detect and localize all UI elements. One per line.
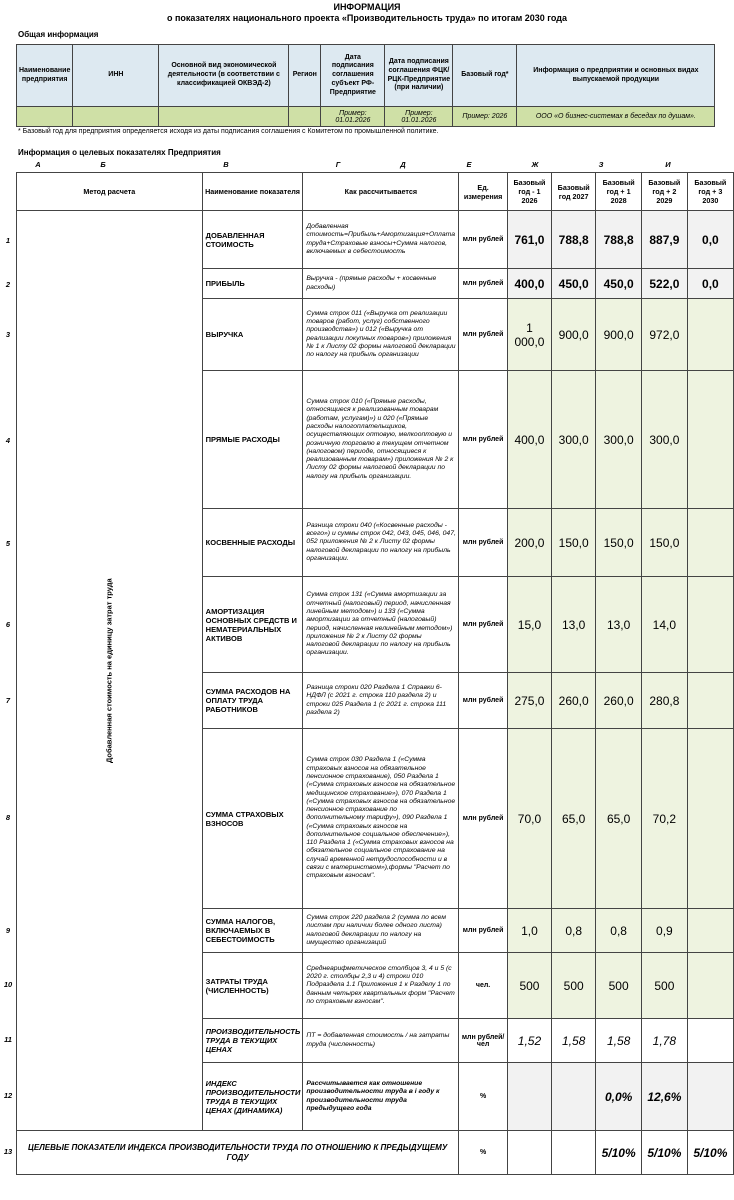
indicator-unit: млн рублей <box>459 211 508 269</box>
value-input[interactable]: 1,0 <box>507 909 551 953</box>
indicator-unit: млн рублей <box>459 299 508 371</box>
value-input[interactable]: 65,0 <box>552 729 596 909</box>
column-letter: В <box>223 160 229 169</box>
value-cell: 788,8 <box>596 211 642 269</box>
row-number: 9 <box>5 926 11 935</box>
header-year-2026: Базовый год - 1 2026 <box>507 173 551 211</box>
indicator-name: ПРЯМЫЕ РАСХОДЫ <box>202 371 303 509</box>
method-label: Добавленная стоимость на единицу затрат труда <box>104 578 114 763</box>
value-input[interactable]: 150,0 <box>642 509 688 577</box>
indicator-unit: млн рублей <box>459 509 508 577</box>
header-region: Регион <box>289 45 321 107</box>
column-letter: Г <box>335 160 341 169</box>
value-input[interactable]: 0,8 <box>596 909 642 953</box>
header-company-name: Наименование предприятия <box>17 45 73 107</box>
column-letter: З <box>598 160 604 169</box>
column-letters <box>16 160 702 172</box>
row-number: 11 <box>4 1035 12 1044</box>
row-number: 7 <box>5 696 11 705</box>
value-input[interactable]: 14,0 <box>642 577 688 673</box>
row-number: 12 <box>3 1091 13 1100</box>
example-agreement-date-region[interactable]: Пример: 01.01.2026 <box>321 107 385 127</box>
value-cell: 1,78 <box>642 1019 688 1063</box>
indicator-name: ПРОИЗВОДИТЕЛЬНОСТЬ ТРУДА В ТЕКУЩИХ ЦЕНАХ <box>202 1019 303 1063</box>
value-input[interactable]: 13,0 <box>596 577 642 673</box>
indicator-formula: Рассчитывается как отношение производительности труда в i году к производительности труда предыдущего года <box>303 1063 459 1131</box>
column-letter: Е <box>466 160 472 169</box>
value-input[interactable] <box>687 371 733 509</box>
value-input[interactable]: 260,0 <box>552 673 596 729</box>
indicator-formula: ПТ = добавленная стоимость / на затраты труда (численность) <box>303 1019 459 1063</box>
value-cell: 522,0 <box>642 269 688 299</box>
value-input[interactable] <box>687 509 733 577</box>
indicator-formula: Сумма строк 131 («Сумма амортизации за отчетный (налоговый) период, начисленная линейным методом») и 133 («Сумма амортизации за отчетный (налоговый) период, начисленная нелинейным методом») приложения № 2 к Листу 02 формы налоговой декларации по налогу на прибыль организации. <box>303 577 459 673</box>
value-cell: 0,0 <box>687 211 733 269</box>
indicator-name: ВЫРУЧКА <box>202 299 303 371</box>
value-input[interactable]: 0,8 <box>552 909 596 953</box>
header-agreement-date-region: Дата подписания соглашения субъект РФ-Предприятие <box>321 45 385 107</box>
value-input[interactable]: 70,2 <box>642 729 688 909</box>
indicator-unit: % <box>459 1063 508 1131</box>
row-number: 3 <box>5 330 11 339</box>
table-row <box>17 211 734 269</box>
target-value: 5/10% <box>596 1131 642 1175</box>
example-company-info[interactable]: ООО «О бизнес-системах в беседах по душам». <box>517 107 715 127</box>
header-method: Метод расчета <box>17 173 203 211</box>
value-input[interactable]: 300,0 <box>642 371 688 509</box>
target-value: 5/10% <box>687 1131 733 1175</box>
header-unit: Ед. измерения <box>459 173 508 211</box>
value-input[interactable]: 15,0 <box>507 577 551 673</box>
target-row <box>17 1131 734 1175</box>
value-input[interactable] <box>687 577 733 673</box>
value-cell: 1,58 <box>552 1019 596 1063</box>
value-input[interactable]: 500 <box>552 953 596 1019</box>
header-base-year: Базовый год* <box>453 45 517 107</box>
row-number: 6 <box>5 620 11 629</box>
indicator-formula: Сумма строк 011 («Выручка от реализации товаров (работ, услуг) собственного производства») и 012 («Выручка от реализации покупных товаров») приложения № 1 к Листу 02 формы налоговой декларации по налогу на прибыль организации <box>303 299 459 371</box>
header-company-info: Информация о предприятии и основных видах выпускаемой продукции <box>517 45 715 107</box>
value-cell <box>687 1019 733 1063</box>
header-inn: ИНН <box>73 45 159 107</box>
indicator-unit: чел. <box>459 953 508 1019</box>
base-year-footnote: * Базовый год для предприятия определяется исходя из даты подписания соглашения с Комитетом по промышленной политике. <box>18 128 439 135</box>
indicator-unit: млн рублей/чел <box>459 1019 508 1063</box>
header-agreement-date-fck: Дата подписания соглашения ФЦК/РЦК-Предприятие (при наличии) <box>385 45 453 107</box>
row-number: 8 <box>5 813 11 822</box>
column-letter: Б <box>100 160 106 169</box>
header-year-2030: Базовый год + 3 2030 <box>687 173 733 211</box>
header-year-2028: Базовый год + 1 2028 <box>596 173 642 211</box>
indicator-unit: млн рублей <box>459 729 508 909</box>
indicator-formula: Разница строки 040 («Косвенные расходы - всего») и суммы строк 042, 043, 045, 046, 047, 052 приложения № 2 к Листу 02 формы налоговой декларации по налогу на прибыль организации. <box>303 509 459 577</box>
indicator-name: СУММА СТРАХОВЫХ ВЗНОСОВ <box>202 729 303 909</box>
example-agreement-date-fck[interactable]: Пример: 01.01.2026 <box>385 107 453 127</box>
column-letter: Д <box>400 160 406 169</box>
target-value: 5/10% <box>642 1131 688 1175</box>
value-cell: 450,0 <box>552 269 596 299</box>
column-letter: А <box>35 160 41 169</box>
value-cell <box>687 1063 733 1131</box>
value-cell: 12,6% <box>642 1063 688 1131</box>
indicator-name: ДОБАВЛЕННАЯ СТОИМОСТЬ <box>202 211 303 269</box>
indicator-unit: млн рублей <box>459 371 508 509</box>
method-cell <box>17 211 203 1131</box>
indicator-unit: млн рублей <box>459 909 508 953</box>
indicator-formula: Сумма строк 220 раздела 2 (сумма по всем листам при наличии более одного листа) налоговой декларации по налогу на имущество организаций <box>303 909 459 953</box>
value-input[interactable]: 65,0 <box>596 729 642 909</box>
header-okved: Основной вид экономической деятельности (в соответствии с классификацией ОКВЭД-2) <box>159 45 289 107</box>
target-indicators-label: ЦЕЛЕВЫЕ ПОКАЗАТЕЛИ ИНДЕКСА ПРОИЗВОДИТЕЛЬНОСТИ ТРУДА ПО ОТНОШЕНИЮ К ПРЕДЫДУЩЕМУ ГОДУ <box>17 1131 459 1175</box>
page-subtitle: о показателях национального проекта «Производительность труда» по итогам 2030 года <box>166 13 568 23</box>
value-input[interactable] <box>687 909 733 953</box>
indicator-unit: млн рублей <box>459 673 508 729</box>
value-input[interactable]: 900,0 <box>596 299 642 371</box>
indicator-name: ИНДЕКС ПРОИЗВОДИТЕЛЬНОСТИ ТРУДА В ТЕКУЩИХ ЦЕНАХ (ДИНАМИКА) <box>202 1063 303 1131</box>
indicator-formula: Сумма строк 010 («Прямые расходы, относящиеся к реализованным товарам (работам, услугам)») и 020 («Прямые расходы налогоплательщиков, осуществляющих оптовую, мелкооптовую и розничную торговлю в текущем отчетном (налоговом) периоде, относящиеся к реализованным товарам») приложения № 2 к Листу 02 формы налоговой декларации по налогу на прибыль организации. <box>303 371 459 509</box>
page-title: ИНФОРМАЦИЯ <box>333 2 401 12</box>
value-cell: 788,8 <box>552 211 596 269</box>
indicator-formula: Добавленная стоимость=Прибыль+Амортизация+Оплата труда+Страховые взносы+Сумма налогов, включаемых в себестоимость <box>303 211 459 269</box>
value-input[interactable]: 150,0 <box>552 509 596 577</box>
indicator-formula: Среднеарифметическое столбцов 3, 4 и 5 (с 2020 г. столбцы 2,3 и 4) строки 010 Подраздела 1.1 Приложения 1 к Разделу 1 по данным четырех квартальных форм "Расчет по страховым взносам". <box>303 953 459 1019</box>
indicator-formula: Выручка - (прямые расходы + косвенные расходы) <box>303 269 459 299</box>
value-input[interactable] <box>687 729 733 909</box>
indicator-name: СУММА РАСХОДОВ НА ОПЛАТУ ТРУДА РАБОТНИКОВ <box>202 673 303 729</box>
row-number: 5 <box>5 539 11 548</box>
header-calculation: Как рассчитывается <box>303 173 459 211</box>
example-company-name[interactable] <box>17 107 73 127</box>
value-cell: 1,52 <box>507 1019 551 1063</box>
value-cell: 761,0 <box>507 211 551 269</box>
value-input[interactable]: 300,0 <box>552 371 596 509</box>
value-cell: 887,9 <box>642 211 688 269</box>
value-input[interactable]: 13,0 <box>552 577 596 673</box>
target-value <box>552 1131 596 1175</box>
value-input[interactable]: 150,0 <box>596 509 642 577</box>
value-input[interactable]: 260,0 <box>596 673 642 729</box>
indicator-unit: млн рублей <box>459 577 508 673</box>
indicators-table <box>16 172 734 1175</box>
value-cell: 450,0 <box>596 269 642 299</box>
value-input[interactable]: 275,0 <box>507 673 551 729</box>
value-cell <box>552 1063 596 1131</box>
value-input[interactable]: 300,0 <box>596 371 642 509</box>
row-number: 1 <box>5 236 11 245</box>
value-input[interactable] <box>687 673 733 729</box>
value-input[interactable]: 400,0 <box>507 371 551 509</box>
indicator-formula: Разница строки 020 Раздела 1 Справки 6-НДФЛ (с 2021 г. строка 110 раздела 2) и строки 025 Раздела 1 (с 2021 г. строка 111 раздела 2) <box>303 673 459 729</box>
indicator-name: СУММА НАЛОГОВ, ВКЛЮЧАЕМЫХ В СЕБЕСТОИМОСТЬ <box>202 909 303 953</box>
indicator-name: ПРИБЫЛЬ <box>202 269 303 299</box>
indicator-name: АМОРТИЗАЦИЯ ОСНОВНЫХ СРЕДСТВ И НЕМАТЕРИАЛЬНЫХ АКТИВОВ <box>202 577 303 673</box>
general-section-title: Общая информация <box>18 30 99 39</box>
value-input[interactable]: 900,0 <box>552 299 596 371</box>
column-letter: Ж <box>531 160 539 169</box>
value-input[interactable]: 500 <box>507 953 551 1019</box>
indicator-name: КОСВЕННЫЕ РАСХОДЫ <box>202 509 303 577</box>
example-okved[interactable] <box>159 107 289 127</box>
value-input[interactable] <box>687 953 733 1019</box>
row-number: 10 <box>3 980 13 989</box>
value-cell: 400,0 <box>507 269 551 299</box>
header-indicator-name: Наименование показателя <box>202 173 303 211</box>
column-letter: И <box>665 160 671 169</box>
indicator-formula: Сумма строк 030 Раздела 1 («Сумма страховых взносов на обязательное пенсионное страхование), 050 Раздела 1 («Сумма страховых взносов на обязательное медицинское страхование»), 070 Раздела 1 («Сумма страховых взносов на обязательное пенсионное страхование по дополнительному тарифу»), 090 Раздела 1 («Сумма страховых взносов на дополнительное социальное обеспечение»), 110 Раздела 1 («Сумма страховых взносов на обязательное социальное страхование на случай временной нетрудоспособности и в связи с материнством»),формы "Расчет по страховым взносам". <box>303 729 459 909</box>
general-info-table <box>16 44 715 127</box>
row-number: 13 <box>3 1147 13 1156</box>
value-cell <box>507 1063 551 1131</box>
value-input[interactable]: 1 000,0 <box>507 299 551 371</box>
value-input[interactable]: 500 <box>596 953 642 1019</box>
indicator-unit: млн рублей <box>459 269 508 299</box>
row-number: 2 <box>5 280 11 289</box>
example-region[interactable] <box>289 107 321 127</box>
value-input[interactable]: 972,0 <box>642 299 688 371</box>
value-cell: 0,0% <box>596 1063 642 1131</box>
value-cell: 0,0 <box>687 269 733 299</box>
indicators-section-title: Информация о целевых показателях Предприятия <box>18 148 221 157</box>
value-input[interactable]: 70,0 <box>507 729 551 909</box>
value-cell: 1,58 <box>596 1019 642 1063</box>
example-base-year[interactable]: Пример: 2026 <box>453 107 517 127</box>
value-input[interactable]: 500 <box>642 953 688 1019</box>
target-unit: % <box>459 1131 508 1175</box>
value-input[interactable]: 200,0 <box>507 509 551 577</box>
header-year-2027: Базовый год 2027 <box>552 173 596 211</box>
value-input[interactable]: 0,9 <box>642 909 688 953</box>
indicator-name: ЗАТРАТЫ ТРУДА (ЧИСЛЕННОСТЬ) <box>202 953 303 1019</box>
example-inn[interactable] <box>73 107 159 127</box>
value-input[interactable] <box>687 299 733 371</box>
row-number: 4 <box>5 436 11 445</box>
header-year-2029: Базовый год + 2 2029 <box>642 173 688 211</box>
target-value <box>507 1131 551 1175</box>
value-input[interactable]: 280,8 <box>642 673 688 729</box>
